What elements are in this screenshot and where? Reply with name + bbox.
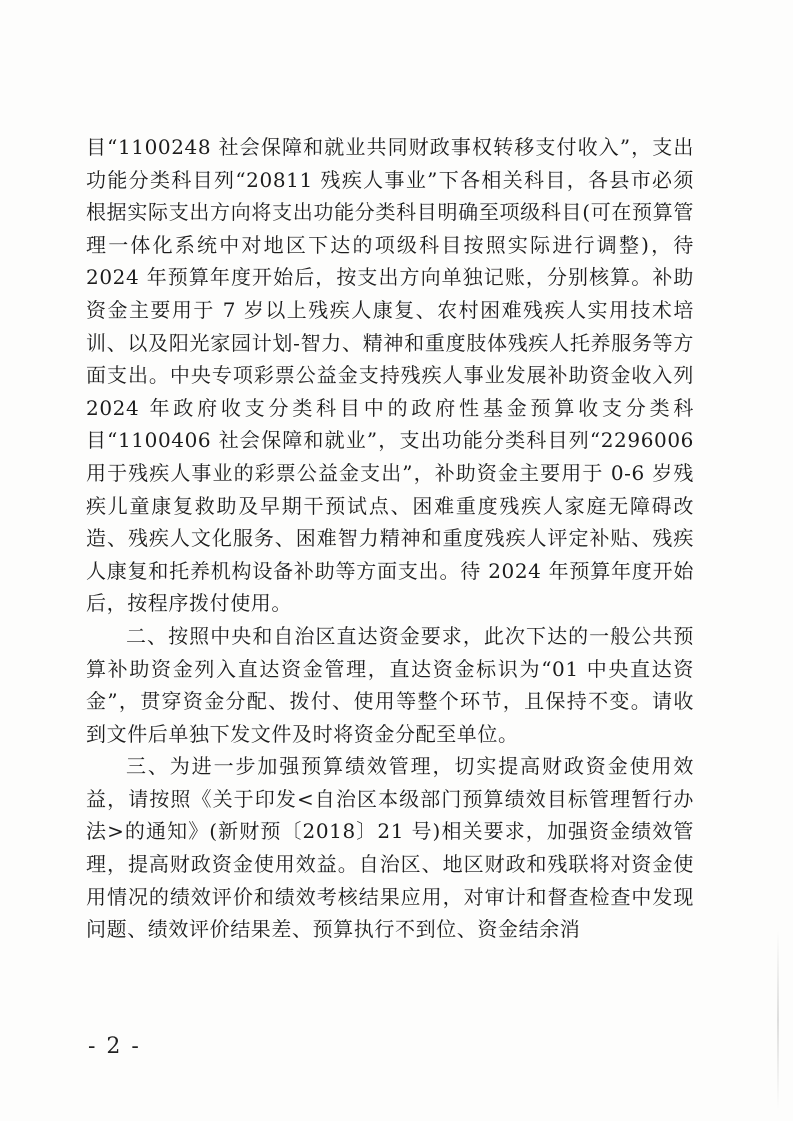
paragraph-item-two: 二、按照中央和自治区直达资金要求，此次下达的一般公共预算补助资金列入直达资金管理，直达资金标识为“01 中央直达资金”，贯穿资金分配、拨付、使用等整个环节，且保持不变。请收到文件后单独下发文件及时将资金分配至单位。 <box>86 623 694 746</box>
paragraph-item-three: 三、为进一步加强预算绩效管理，切实提高财政资金使用效益，请按照《关于印发<自治区本级部门预算绩效目标管理暂行办法>的通知》(新财预〔2018〕21 号)相关要求，加强资金绩效管理，提高财政资金使用效益。自治区、地区财政和残联将对资金使用情况的绩效评价和绩效考核结果应用，对审计和督查检查中发现问题、绩效评价结果差、预算执行不到位、资金结余消 <box>86 754 694 942</box>
page-number: - 2 - <box>88 1034 141 1059</box>
paragraph-continued: 目“1100248 社会保障和就业共同财政事权转移支付收入”，支出功能分类科目列“20811 残疾人事业”下各相关科目，各县市必须根据实际支出方向将支出功能分类科目明确至项级科目(可在预算管理一体化系统中对地区下达的项级科目按照实际进行调整)，待 2024 年预算年度开始后，按支出方向单独记账，分别核算。补助资金主要用于 7 岁以上残疾人康复、农村困难残疾人实用技术培训、以及阳光家园计划-智力、精神和重度肢体残疾人托养服务等方面支出。中央专项彩票公益金支持残疾人事业发展补助资金收入列 2024 年政府收支分类科目中的政府性基金预算收支分类科目“1100406 社会保障和就业”，支出功能分类科目列“2296006 用于残疾人事业的彩票公益金支出”，补助资金主要用于 0-6 岁残疾儿童康复救助及早期干预试点、困难重度残疾人家庭无障碍改造、残疾人文化服务、困难智力精神和重度残疾人评定补贴、残疾人康复和托养机构设备补助等方面支出。待 2024 年预算年度开始后，按程序拨付使用。 <box>86 135 694 616</box>
scan-edge-shadow <box>777 930 779 1110</box>
document-body <box>86 131 694 946</box>
